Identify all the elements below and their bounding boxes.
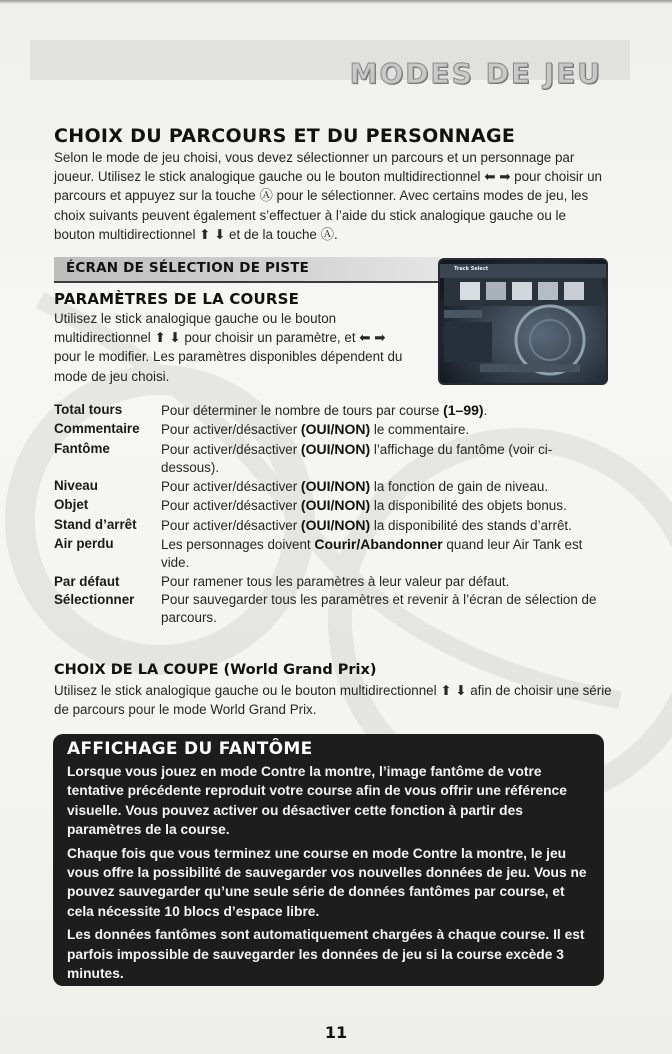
param-name: Niveau <box>54 478 98 494</box>
param-description <box>161 496 601 515</box>
param-description-text: l’affichage du fantôme (voir ci-dessous). <box>161 441 553 475</box>
param-row <box>54 440 601 478</box>
param-row <box>54 477 601 496</box>
param-description-text: Pour ramener tous les paramètres à leur valeur par défaut. <box>161 573 510 589</box>
param-description-text: Pour activer/désactiver <box>161 422 301 438</box>
param-description-text: Pour sauvegarder tous les paramètres et revenir à l’écran de sélection de parcours. <box>161 591 597 626</box>
param-value-option: (OUI/NON) <box>300 497 371 514</box>
param-description-text: Pour activer/désactiver <box>161 479 301 495</box>
param-description-text: Pour activer/désactiver <box>161 517 301 533</box>
param-description <box>161 573 601 591</box>
param-row <box>54 591 601 628</box>
section-title-cup: CHOIX DE LA COUPE (World Grand Prix) <box>54 662 377 678</box>
race-params-paragraph: Utilisez le stick analogique gauche ou le bouton multidirectionnel ⬆ ⬇ pour choisir un paramètre, et ⬅ ➡ pour le modifier. Les paramètres disponibles dépendent du mode de jeu choisi. <box>54 311 403 384</box>
track-select-screenshot-header: Track Select <box>454 266 489 272</box>
param-row <box>54 420 601 439</box>
param-description-text: Pour activer/désactiver <box>161 441 301 457</box>
param-value-option: (OUI/NON) <box>300 478 371 495</box>
param-name: Sélectionner <box>54 591 135 607</box>
param-value-option: (OUI/NON) <box>300 516 371 533</box>
param-row <box>54 516 601 535</box>
ghost-box-paragraph: Lorsque vous jouez en mode Contre la montre, l’image fantôme de votre tentative précédente reproduit votre course afin de vous offrir une référence visuelle. Vous pouvez activer ou désactiver cette fonction à partir des paramètres de la course. <box>67 764 567 838</box>
param-row <box>54 496 601 515</box>
param-description <box>161 420 601 439</box>
param-row <box>54 535 601 573</box>
param-description <box>161 440 601 478</box>
param-name: Total tours <box>54 402 123 417</box>
ghost-info-box <box>53 734 604 986</box>
page-header-title: MODES DE JEU <box>349 57 602 90</box>
ghost-box-title: AFFICHAGE DU FANTÔME <box>67 739 313 759</box>
param-row <box>54 401 601 420</box>
param-description <box>161 591 601 628</box>
param-description-text: quand leur Air Tank est vide. <box>161 537 583 571</box>
race-params-table <box>54 401 601 628</box>
param-description-text: Les personnages doivent <box>161 537 315 553</box>
param-name: Par défaut <box>54 573 120 589</box>
param-description-text: . <box>483 403 488 418</box>
param-value-option: (1–99) <box>443 402 484 418</box>
param-description <box>161 516 601 535</box>
section-title-course-character: CHOIX DU PARCOURS ET DU PERSONNAGE <box>54 125 516 147</box>
page-number: 11 <box>324 1023 348 1042</box>
param-name: Air perdu <box>54 536 114 552</box>
track-select-band-label: ÉCRAN DE SÉLECTION DE PISTE <box>66 260 310 276</box>
param-description-text: la disponibilité des stands d’arrêt. <box>370 517 572 533</box>
param-description-text: la fonction de gain de niveau. <box>370 479 549 495</box>
section-title-race-params: PARAMÈTRES DE LA COURSE <box>54 290 300 308</box>
param-description-text: la disponibilité des objets bonus. <box>370 498 567 514</box>
param-name: Fantôme <box>54 440 110 456</box>
param-description-text: Pour activer/désactiver <box>161 498 301 514</box>
param-value-option: (OUI/NON) <box>300 440 371 457</box>
param-description-text: le commentaire. <box>370 422 470 438</box>
param-description-text: Pour déterminer le nombre de tours par course <box>161 403 444 418</box>
section-intro-paragraph: Selon le mode de jeu choisi, vous devez sélectionner un parcours et un personnage par joueur. Utilisez le stick analogique gauche ou le bouton multidirectionnel ⬅ ➡ pour choisir un parcours et appuyez sur la touche Ⓐ pour le sélectionner. Avec certains modes de jeu, les choix suivants peuvent également s’effectuer à l’aide du stick analogique gauche ou le bouton multidirectionnel ⬆ ⬇ et de la touche Ⓐ. <box>54 150 602 242</box>
param-description <box>161 477 601 496</box>
track-select-screenshot-art <box>440 260 606 383</box>
param-description <box>161 535 601 573</box>
param-name: Stand d’arrêt <box>54 516 137 532</box>
ghost-box-paragraph: Les données fantômes sont automatiquement chargées à chaque course. Il est parfois impossible de sauvegarder les données de jeu si la course excède 3 minutes. <box>67 927 585 982</box>
param-value-option: Courir/Abandonner <box>314 536 443 553</box>
param-description <box>161 401 601 420</box>
param-name: Commentaire <box>54 421 140 437</box>
track-select-band <box>54 257 440 283</box>
ghost-box-paragraph: Chaque fois que vous terminez une course en mode Contre la montre, le jeu vous offre la possibilité de sauvegarder vos nouvelles données de jeu. Vous ne pouvez sauvegarder qu’une seule série de données fantômes par course, et cela nécessite 10 blocs d’espace libre. <box>67 845 587 919</box>
cup-paragraph: Utilisez le stick analogique gauche ou le bouton multidirectionnel ⬆ ⬇ afin de choisir une série de parcours pour le mode World Grand Prix. <box>54 683 612 718</box>
param-name: Objet <box>54 497 89 513</box>
param-row <box>54 573 601 591</box>
param-value-option: (OUI/NON) <box>300 421 371 438</box>
track-select-screenshot <box>438 258 608 385</box>
